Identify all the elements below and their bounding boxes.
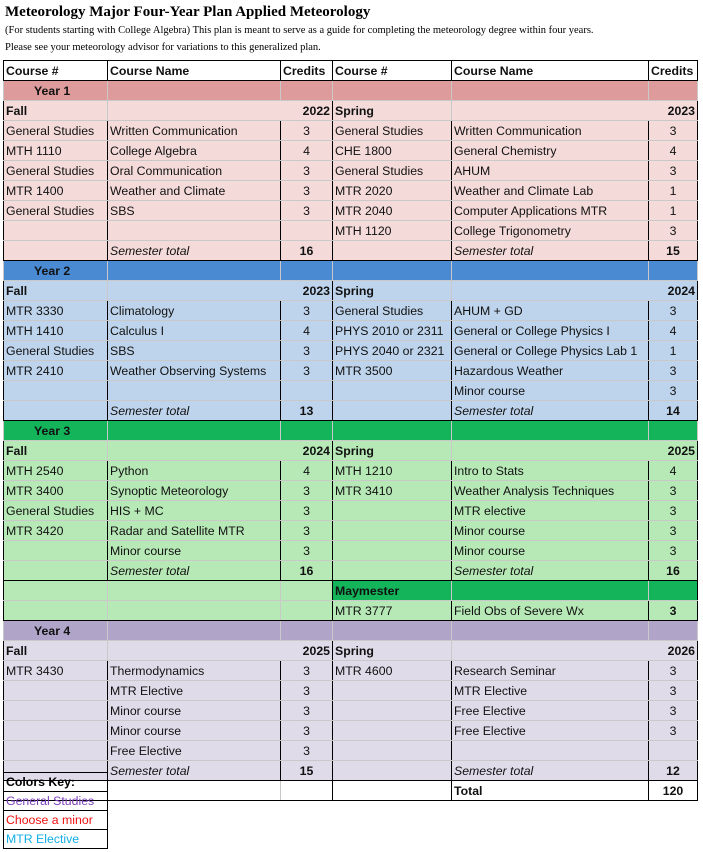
spring-credits: 3	[649, 221, 698, 241]
empty-cell	[108, 601, 281, 621]
empty-cell	[4, 241, 108, 261]
spring-course-name: Hazardous Weather	[452, 361, 649, 381]
spring-course-name: AHUM + GD	[452, 301, 649, 321]
term-header-row	[4, 441, 698, 461]
empty-cell	[333, 781, 452, 801]
spring-course-num: MTH 1210	[333, 461, 452, 481]
spring-semester-total: 15	[649, 241, 698, 261]
fall-course-name: Synoptic Meteorology	[108, 481, 281, 501]
spring-course-num	[333, 741, 452, 761]
fall-credits: 3	[281, 701, 333, 721]
fall-credits: 3	[281, 361, 333, 381]
band-cell	[108, 81, 281, 101]
empty-cell	[333, 561, 452, 581]
spring-credits: 1	[649, 341, 698, 361]
band-cell	[281, 421, 333, 441]
band-cell	[452, 581, 649, 601]
fall-course-name: Free Elective	[108, 741, 281, 761]
key-minor: Choose a minor	[4, 811, 108, 830]
header-credits: Credits	[281, 61, 333, 81]
spring-course-num	[333, 521, 452, 541]
key-mtr-elective: MTR Elective	[4, 830, 108, 849]
header-course-name: Course Name	[108, 61, 281, 81]
spring-course-num: MTR 3410	[333, 481, 452, 501]
fall-credits: 4	[281, 141, 333, 161]
maymester-course-row	[4, 601, 698, 621]
spring-year: 2023	[452, 101, 698, 121]
spring-semester-total-label: Semester total	[452, 761, 649, 781]
header-course-name: Course Name	[452, 61, 649, 81]
spring-course-name: MTR Elective	[452, 681, 649, 701]
term-header-row	[4, 281, 698, 301]
spring-course-num: MTH 1120	[333, 221, 452, 241]
spring-course-num: PHYS 2040 or 2321	[333, 341, 452, 361]
spring-course-num	[333, 501, 452, 521]
course-row	[4, 221, 698, 241]
spring-course-num	[333, 681, 452, 701]
fall-course-num	[4, 721, 108, 741]
spring-semester-total-label: Semester total	[452, 561, 649, 581]
fall-course-num: General Studies	[4, 121, 108, 141]
fall-course-name: Calculus I	[108, 321, 281, 341]
spring-semester-total: 12	[649, 761, 698, 781]
fall-course-num: MTH 2540	[4, 461, 108, 481]
spring-course-name: Minor course	[452, 381, 649, 401]
grand-total: 120	[649, 781, 698, 801]
empty-cell	[4, 561, 108, 581]
maymester-header-row	[4, 581, 698, 601]
fall-credits: 3	[281, 201, 333, 221]
band-cell	[333, 261, 452, 281]
fall-credits: 3	[281, 741, 333, 761]
band-cell	[333, 421, 452, 441]
spring-course-name: Research Seminar	[452, 661, 649, 681]
fall-course-name: HIS + MC	[108, 501, 281, 521]
fall-course-num: MTR 3400	[4, 481, 108, 501]
spring-course-name: General Chemistry	[452, 141, 649, 161]
spring-label: Spring	[333, 281, 452, 301]
fall-course-name: Minor course	[108, 541, 281, 561]
year-header-row	[4, 261, 698, 281]
fall-course-num	[4, 701, 108, 721]
course-row	[4, 721, 698, 741]
band-cell	[649, 261, 698, 281]
spring-course-name: Weather Analysis Techniques	[452, 481, 649, 501]
fall-credits: 3	[281, 121, 333, 141]
fall-course-name: College Algebra	[108, 141, 281, 161]
fall-course-name	[108, 221, 281, 241]
band-cell	[281, 621, 333, 641]
course-row	[4, 541, 698, 561]
fall-credits: 3	[281, 161, 333, 181]
fall-course-num: MTR 1400	[4, 181, 108, 201]
spring-course-name: AHUM	[452, 161, 649, 181]
course-row	[4, 461, 698, 481]
spring-credits: 3	[649, 701, 698, 721]
spring-course-name: Minor course	[452, 541, 649, 561]
fall-credits: 3	[281, 341, 333, 361]
fall-course-name: Written Communication	[108, 121, 281, 141]
year-header-row	[4, 81, 698, 101]
semester-total-row	[4, 241, 698, 261]
spring-label: Spring	[333, 441, 452, 461]
course-row	[4, 381, 698, 401]
empty-cell	[4, 401, 108, 421]
spring-course-num: General Studies	[333, 161, 452, 181]
empty-cell	[108, 781, 281, 801]
band-cell	[281, 261, 333, 281]
spring-course-num	[333, 701, 452, 721]
spring-course-name	[452, 741, 649, 761]
spring-credits: 3	[649, 381, 698, 401]
empty-cell	[281, 581, 333, 601]
spring-credits: 3	[649, 121, 698, 141]
year-label: Year 4	[4, 621, 108, 641]
spring-credits: 1	[649, 181, 698, 201]
spring-course-num	[333, 541, 452, 561]
empty-cell	[281, 781, 333, 801]
header-course-num: Course #	[333, 61, 452, 81]
spring-course-num: General Studies	[333, 301, 452, 321]
spring-course-num: MTR 4600	[333, 661, 452, 681]
fall-course-name: Thermodynamics	[108, 661, 281, 681]
fall-course-num: General Studies	[4, 201, 108, 221]
fall-credits	[281, 221, 333, 241]
fall-credits: 4	[281, 461, 333, 481]
spring-credits	[649, 741, 698, 761]
fall-credits: 3	[281, 681, 333, 701]
spring-credits: 3	[649, 301, 698, 321]
spring-course-num: CHE 1800	[333, 141, 452, 161]
fall-course-num: MTR 2410	[4, 361, 108, 381]
fall-credits: 3	[281, 661, 333, 681]
fall-label: Fall	[4, 101, 108, 121]
spring-course-name: General or College Physics I	[452, 321, 649, 341]
spring-semester-total: 16	[649, 561, 698, 581]
fall-course-num: MTR 3420	[4, 521, 108, 541]
empty-cell	[4, 581, 108, 601]
page-title: Meteorology Major Four-Year Plan Applied Meteorology	[5, 4, 371, 20]
spring-course-num: General Studies	[333, 121, 452, 141]
fall-course-num	[4, 541, 108, 561]
header-row	[4, 61, 698, 81]
fall-course-num	[4, 381, 108, 401]
course-row	[4, 661, 698, 681]
fall-course-name: Oral Communication	[108, 161, 281, 181]
spring-course-name: Free Elective	[452, 701, 649, 721]
fall-course-name: Climatology	[108, 301, 281, 321]
fall-course-num	[4, 681, 108, 701]
spring-credits: 4	[649, 461, 698, 481]
fall-course-num: MTR 3330	[4, 301, 108, 321]
course-row	[4, 121, 698, 141]
spring-course-name: Written Communication	[452, 121, 649, 141]
band-cell	[108, 421, 281, 441]
spring-credits: 3	[649, 541, 698, 561]
band-cell	[649, 421, 698, 441]
fall-course-name: Radar and Satellite MTR	[108, 521, 281, 541]
fall-year: 2025	[108, 641, 333, 661]
fall-credits: 3	[281, 181, 333, 201]
empty-cell	[333, 761, 452, 781]
fall-credits: 3	[281, 301, 333, 321]
fall-course-name: SBS	[108, 341, 281, 361]
subtitle-line-1: (For students starting with College Algebra) This plan is meant to serve as a guide for completing the meteorology degree within four years.	[5, 25, 594, 36]
fall-course-name: SBS	[108, 201, 281, 221]
spring-course-name: General or College Physics Lab 1	[452, 341, 649, 361]
spring-course-name: College Trigonometry	[452, 221, 649, 241]
course-row	[4, 201, 698, 221]
spring-credits: 3	[649, 721, 698, 741]
semester-total-row	[4, 561, 698, 581]
spring-credits: 3	[649, 161, 698, 181]
fall-year: 2023	[108, 281, 333, 301]
spring-course-name: MTR elective	[452, 501, 649, 521]
fall-semester-total-label: Semester total	[108, 561, 281, 581]
fall-credits: 3	[281, 541, 333, 561]
fall-credits	[281, 381, 333, 401]
band-cell	[281, 81, 333, 101]
spring-year: 2026	[452, 641, 698, 661]
course-row	[4, 361, 698, 381]
fall-course-num: MTR 3430	[4, 661, 108, 681]
spring-semester-total-label: Semester total	[452, 241, 649, 261]
colors-key	[3, 772, 108, 849]
fall-course-name: Python	[108, 461, 281, 481]
spring-credits: 4	[649, 141, 698, 161]
fall-course-name: MTR Elective	[108, 681, 281, 701]
year-header-row	[4, 421, 698, 441]
course-row	[4, 161, 698, 181]
spring-year: 2024	[452, 281, 698, 301]
maymester-label: Maymester	[333, 581, 452, 601]
band-cell	[108, 261, 281, 281]
fall-credits: 4	[281, 321, 333, 341]
fall-course-num	[4, 741, 108, 761]
band-cell	[452, 81, 649, 101]
term-header-row	[4, 101, 698, 121]
fall-course-num: MTH 1110	[4, 141, 108, 161]
empty-cell	[333, 241, 452, 261]
fall-course-num: General Studies	[4, 341, 108, 361]
total-label: Total	[452, 781, 649, 801]
fall-credits: 3	[281, 521, 333, 541]
course-row	[4, 741, 698, 761]
fall-semester-total: 16	[281, 561, 333, 581]
fall-course-num: General Studies	[4, 161, 108, 181]
spring-credits: 3	[649, 661, 698, 681]
spring-label: Spring	[333, 641, 452, 661]
spring-course-name: Weather and Climate Lab	[452, 181, 649, 201]
band-cell	[108, 621, 281, 641]
header-credits: Credits	[649, 61, 698, 81]
spring-course-num: MTR 3500	[333, 361, 452, 381]
year-label: Year 2	[4, 261, 108, 281]
fall-course-name: Minor course	[108, 701, 281, 721]
empty-cell	[333, 401, 452, 421]
spring-course-name: Free Elective	[452, 721, 649, 741]
fall-course-num: General Studies	[4, 501, 108, 521]
spring-label: Spring	[333, 101, 452, 121]
course-row	[4, 501, 698, 521]
spring-credits: 4	[649, 321, 698, 341]
band-cell	[452, 261, 649, 281]
spring-course-num: PHYS 2010 or 2311	[333, 321, 452, 341]
band-cell	[333, 621, 452, 641]
fall-semester-total-label: Semester total	[108, 241, 281, 261]
spring-course-num	[333, 721, 452, 741]
spring-course-num: MTR 2040	[333, 201, 452, 221]
course-row	[4, 321, 698, 341]
semester-total-row	[4, 401, 698, 421]
fall-label: Fall	[4, 281, 108, 301]
header-course-num: Course #	[4, 61, 108, 81]
fall-year: 2022	[108, 101, 333, 121]
key-general-studies: General Studies	[4, 792, 108, 811]
spring-course-name: Intro to Stats	[452, 461, 649, 481]
fall-course-num	[4, 221, 108, 241]
fall-semester-total-label: Semester total	[108, 761, 281, 781]
band-cell	[649, 621, 698, 641]
course-row	[4, 341, 698, 361]
spring-credits: 3	[649, 361, 698, 381]
empty-cell	[108, 581, 281, 601]
band-cell	[452, 421, 649, 441]
maymester-course-num: MTR 3777	[333, 601, 452, 621]
fall-credits: 3	[281, 501, 333, 521]
course-row	[4, 481, 698, 501]
spring-course-num	[333, 381, 452, 401]
spring-course-name: Computer Applications MTR	[452, 201, 649, 221]
fall-label: Fall	[4, 441, 108, 461]
spring-credits: 3	[649, 521, 698, 541]
course-row	[4, 701, 698, 721]
fall-course-name: Minor course	[108, 721, 281, 741]
fall-year: 2024	[108, 441, 333, 461]
band-cell	[649, 581, 698, 601]
spring-year: 2025	[452, 441, 698, 461]
course-row	[4, 141, 698, 161]
empty-cell	[281, 601, 333, 621]
band-cell	[333, 81, 452, 101]
fall-credits: 3	[281, 481, 333, 501]
fall-semester-total: 15	[281, 761, 333, 781]
band-cell	[649, 81, 698, 101]
course-row	[4, 301, 698, 321]
plan-table	[3, 60, 698, 801]
spring-course-name: Minor course	[452, 521, 649, 541]
fall-label: Fall	[4, 641, 108, 661]
year-label: Year 1	[4, 81, 108, 101]
course-row	[4, 681, 698, 701]
fall-course-name: Weather Observing Systems	[108, 361, 281, 381]
fall-semester-total-label: Semester total	[108, 401, 281, 421]
course-row	[4, 521, 698, 541]
spring-credits: 3	[649, 501, 698, 521]
band-cell	[452, 621, 649, 641]
fall-semester-total: 13	[281, 401, 333, 421]
spring-course-num: MTR 2020	[333, 181, 452, 201]
spring-credits: 1	[649, 201, 698, 221]
spring-semester-total-label: Semester total	[452, 401, 649, 421]
term-header-row	[4, 641, 698, 661]
maymester-course-name: Field Obs of Severe Wx	[452, 601, 649, 621]
subtitle-line-2: Please see your meteorology advisor for variations to this generalized plan.	[5, 42, 321, 53]
year-label: Year 3	[4, 421, 108, 441]
colors-key-title: Colors Key:	[4, 773, 108, 792]
course-row	[4, 181, 698, 201]
fall-course-name	[108, 381, 281, 401]
fall-course-num: MTH 1410	[4, 321, 108, 341]
year-header-row	[4, 621, 698, 641]
fall-credits: 3	[281, 721, 333, 741]
empty-cell	[4, 601, 108, 621]
spring-semester-total: 14	[649, 401, 698, 421]
spring-credits: 3	[649, 481, 698, 501]
fall-semester-total: 16	[281, 241, 333, 261]
maymester-credits: 3	[649, 601, 698, 621]
fall-course-name: Weather and Climate	[108, 181, 281, 201]
spring-credits: 3	[649, 681, 698, 701]
